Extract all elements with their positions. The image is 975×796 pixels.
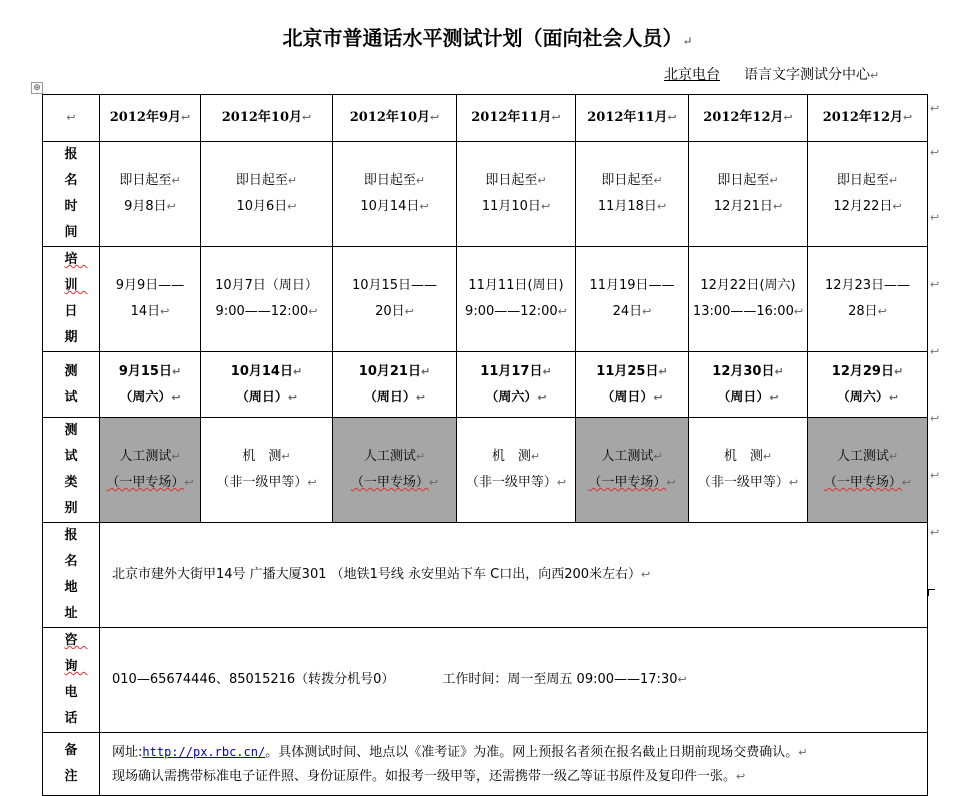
phone-cell: 010—65674446、85015216（转拨分机号0） 工作时间：周一至周五 09:00——17:30↩ (100, 628, 928, 733)
test-date-cell: 9月15日↵ （周六）↩ (100, 352, 201, 418)
training-row (43, 247, 928, 352)
training-cell: 11月11日(周日) 9:00——12:00↩ (457, 247, 576, 352)
test-date-cell: 12月29日↵ （周六）↩ (808, 352, 928, 418)
month-header: 2012年10月↩ (201, 95, 333, 142)
registration-cell: 即日起至↵ 12月21日↩ (689, 142, 808, 247)
subtitle: 北京电台 语言文字测试分中心↵ (640, 64, 879, 84)
training-cell: 12月22日(周六) 13:00——16:00↩ (689, 247, 808, 352)
training-cell: 10月7日（周日） 9:00——12:00↩ (201, 247, 333, 352)
header-row (43, 95, 928, 142)
phone-row (43, 628, 928, 733)
row-label-test-type: 测 试 类 别 (43, 418, 100, 523)
row-label-training-date: 培 训 日 期 (43, 247, 100, 352)
work-hours: 工作时间：周一至周五 09:00——17:30 (442, 672, 678, 687)
row-label-registration-time: 报 名 时 间 (43, 142, 100, 247)
training-cell: 10月15日—— 20日↩ (333, 247, 457, 352)
test-type-cell: 人工测试↵ （一甲专场）↩ (333, 418, 457, 523)
row-label-consult-phone: 咨 询 电 话 (43, 628, 100, 733)
row-end-mark: ↩ (930, 526, 940, 539)
training-cell: 12月23日—— 28日↩ (808, 247, 928, 352)
address-row (43, 523, 928, 628)
registration-cell: 即日起至↵ 10月14日↩ (333, 142, 457, 247)
test-date-cell: 10月21日↵ （周日）↩ (333, 352, 457, 418)
test-type-cell: 机 测↵ （非一级甲等）↩ (457, 418, 576, 523)
registration-cell: 即日起至↵ 12月22日↩ (808, 142, 928, 247)
test-date-cell: 11月17日↵ （周六）↩ (457, 352, 576, 418)
phone-number: 010—65674446、85015216（转拨分机号0） (112, 672, 395, 687)
row-end-mark: ↩ (930, 102, 940, 115)
row-end-mark: ↩ (930, 345, 940, 358)
row-end-mark: ↩ (930, 278, 940, 291)
schedule-table (42, 94, 928, 796)
month-header: 2012年9月↩ (100, 95, 201, 142)
row-end-mark: ↩ (930, 211, 940, 224)
test-date-cell: 10月14日↵ （周日）↩ (201, 352, 333, 418)
website-link[interactable]: http://px.rbc.cn/ (142, 744, 266, 759)
training-cell: 9月9日—— 14日↩ (100, 247, 201, 352)
month-header: 2012年12月↩ (689, 95, 808, 142)
registration-row (43, 142, 928, 247)
corner-cell: ↩ (43, 95, 100, 142)
page-title: 北京市普通话水平测试计划（面向社会人员）↵ (282, 26, 693, 50)
test-type-cell: 人工测试↵ （一甲专场）↩ (808, 418, 928, 523)
registration-cell: 即日起至↵ 10月6日↩ (201, 142, 333, 247)
org-name: 北京电台 (664, 67, 720, 83)
test-date-cell: 11月25日↵ （周日）↩ (576, 352, 689, 418)
month-header: 2012年11月↩ (457, 95, 576, 142)
remarks-cell: 网址:http://px.rbc.cn/。具体测试时间、地点以《准考证》为准。网上预报名者须在报名截止日期前现场交费确认。↵ 现场确认需携带标准电子证件照、身份证原件。如报考一级甲等，还需携带一级乙等证书原件及复印件一张。↩ (100, 733, 928, 796)
margin-corner-mark (928, 589, 935, 596)
row-end-mark: ↩ (930, 146, 940, 159)
row-end-mark: ↩ (930, 469, 940, 482)
month-header: 2012年10月↩ (333, 95, 457, 142)
test-date-row (43, 352, 928, 418)
address-cell: 北京市建外大街甲14号 广播大厦301 （地铁1号线 永安里站下车 C口出，向西200米左右）↩ (100, 523, 928, 628)
row-end-mark: ↩ (930, 412, 940, 425)
row-label-test: 测 试 (43, 352, 100, 418)
test-type-row (43, 418, 928, 523)
remarks-row (43, 733, 928, 796)
month-header: 2012年11月↩ (576, 95, 689, 142)
test-type-cell: 人工测试↵ （一甲专场）↩ (100, 418, 201, 523)
month-header: 2012年12月↩ (808, 95, 928, 142)
table-move-handle-icon[interactable]: ⊕ (31, 82, 43, 94)
test-type-cell: 机 测↵ （非一级甲等）↩ (201, 418, 333, 523)
row-label-registration-address: 报 名 地 址 (43, 523, 100, 628)
test-type-cell: 机 测↵ （非一级甲等）↩ (689, 418, 808, 523)
test-type-cell: 人工测试↵ （一甲专场）↩ (576, 418, 689, 523)
registration-cell: 即日起至↵ 9月8日↩ (100, 142, 201, 247)
training-cell: 11月19日—— 24日↩ (576, 247, 689, 352)
dept-name: 语言文字测试分中心 (744, 67, 870, 83)
registration-cell: 即日起至↵ 11月18日↩ (576, 142, 689, 247)
registration-cell: 即日起至↵ 11月10日↩ (457, 142, 576, 247)
test-date-cell: 12月30日↵ （周日）↩ (689, 352, 808, 418)
row-label-remarks: 备 注 (43, 733, 100, 796)
